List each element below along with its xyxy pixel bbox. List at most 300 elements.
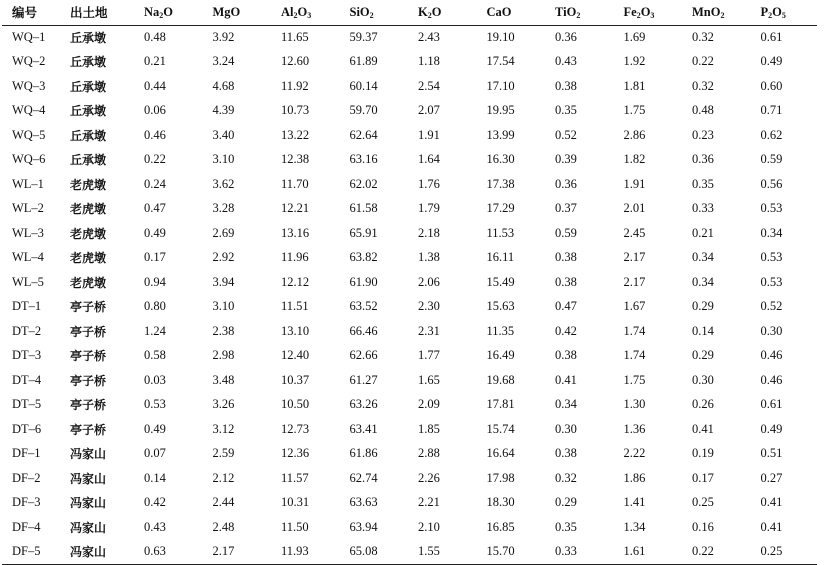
value-cell: 2.10 xyxy=(418,519,440,534)
value-cell: 17.98 xyxy=(486,470,515,485)
value-cell: 11.35 xyxy=(486,323,515,338)
value-cell: 11.51 xyxy=(281,299,309,314)
value-cell: 0.48 xyxy=(692,103,714,118)
value-cell: 4.39 xyxy=(212,103,235,118)
value-cell: 2.45 xyxy=(623,225,646,240)
value-cell: 0.06 xyxy=(144,103,166,118)
site-cell: 老虎墩 xyxy=(70,275,107,290)
value-cell: 0.22 xyxy=(692,54,714,69)
value-cell: 1.74 xyxy=(623,323,646,338)
site-cell: 亭子桥 xyxy=(70,398,107,413)
value-cell: 63.41 xyxy=(349,421,378,436)
value-cell: 0.71 xyxy=(760,103,783,118)
value-cell: 1.79 xyxy=(418,201,440,216)
column-header: 出土地 xyxy=(58,0,132,25)
value-cell: 0.80 xyxy=(144,299,166,314)
value-cell: 17.54 xyxy=(486,54,515,69)
table-header xyxy=(2,0,817,25)
table-row xyxy=(2,172,817,197)
value-cell: 0.49 xyxy=(760,421,783,436)
table-row xyxy=(2,466,817,491)
value-cell: 1.67 xyxy=(623,299,646,314)
value-cell: 0.46 xyxy=(760,348,783,363)
value-cell: 0.19 xyxy=(692,446,714,461)
value-cell: 0.34 xyxy=(692,250,714,265)
value-cell: 16.11 xyxy=(486,250,515,265)
column-header: MnO$_2$ xyxy=(680,0,749,25)
value-cell: 13.16 xyxy=(281,225,310,240)
value-cell: 2.48 xyxy=(212,519,235,534)
value-cell: 1.24 xyxy=(144,323,166,338)
value-cell: 12.21 xyxy=(281,201,310,216)
site-cell: 冯家山 xyxy=(70,496,107,511)
table-row xyxy=(2,74,817,99)
value-cell: 19.95 xyxy=(486,103,515,118)
value-cell: 0.27 xyxy=(760,470,783,485)
table-row xyxy=(2,368,817,393)
value-cell: 0.38 xyxy=(555,348,577,363)
value-cell: 62.02 xyxy=(349,176,378,191)
value-cell: 0.43 xyxy=(555,54,577,69)
value-cell: 61.86 xyxy=(349,446,378,461)
value-cell: 0.59 xyxy=(555,225,577,240)
value-cell: 62.64 xyxy=(349,127,378,142)
table-row xyxy=(2,270,817,295)
value-cell: 4.68 xyxy=(212,78,235,93)
composition-table xyxy=(2,0,817,565)
value-cell: 59.37 xyxy=(349,30,378,44)
table-row xyxy=(2,25,817,50)
value-cell: 3.94 xyxy=(212,274,235,289)
sample-id-cell: DT–4 xyxy=(12,372,42,387)
value-cell: 2.31 xyxy=(418,323,440,338)
value-cell: 1.91 xyxy=(623,176,646,191)
table-row xyxy=(2,197,817,222)
value-cell: 0.38 xyxy=(555,78,577,93)
value-cell: 2.86 xyxy=(623,127,646,142)
site-cell: 丘承墩 xyxy=(70,128,107,143)
value-cell: 0.37 xyxy=(555,201,577,216)
value-cell: 11.50 xyxy=(281,519,309,534)
header-row xyxy=(2,0,817,25)
value-cell: 0.17 xyxy=(692,470,714,485)
value-cell: 0.49 xyxy=(144,225,166,240)
sample-id-cell: WQ–2 xyxy=(12,54,46,69)
value-cell: 0.30 xyxy=(555,421,577,436)
value-cell: 2.17 xyxy=(201,540,270,565)
table-row xyxy=(2,442,817,467)
value-cell: 0.38 xyxy=(555,250,577,265)
value-cell: 1.77 xyxy=(418,348,440,363)
value-cell: 63.16 xyxy=(349,152,378,167)
value-cell: 3.28 xyxy=(212,201,235,216)
value-cell: 2.98 xyxy=(212,348,235,363)
value-cell: 2.59 xyxy=(212,446,235,461)
value-cell: 1.75 xyxy=(623,103,646,118)
value-cell: 1.74 xyxy=(623,348,646,363)
value-cell: 0.47 xyxy=(555,299,577,314)
value-cell: 1.82 xyxy=(623,152,646,167)
value-cell: 0.16 xyxy=(692,519,714,534)
value-cell: 2.88 xyxy=(418,446,440,461)
value-cell: 12.73 xyxy=(281,421,310,436)
value-cell: 11.57 xyxy=(281,470,309,485)
value-cell: 0.53 xyxy=(760,250,783,265)
value-cell: 0.39 xyxy=(555,152,577,167)
value-cell: 0.34 xyxy=(760,225,783,240)
value-cell: 3.92 xyxy=(212,30,235,44)
value-cell: 0.29 xyxy=(692,348,714,363)
value-cell: 0.29 xyxy=(555,495,577,510)
value-cell: 3.26 xyxy=(212,397,235,412)
site-cell: 亭子桥 xyxy=(70,324,107,339)
site-cell: 丘承墩 xyxy=(70,79,107,94)
table-row xyxy=(2,491,817,516)
value-cell: 1.81 xyxy=(623,78,646,93)
value-cell: 1.34 xyxy=(623,519,646,534)
value-cell: 17.10 xyxy=(486,78,515,93)
column-header: CaO xyxy=(475,0,544,25)
value-cell: 0.25 xyxy=(749,540,818,565)
site-cell: 老虎墩 xyxy=(70,202,107,217)
column-header: $Na_2O$ xyxy=(132,0,201,25)
sample-id-cell: DT–6 xyxy=(12,421,42,436)
value-cell: 0.38 xyxy=(555,274,577,289)
value-cell: 0.94 xyxy=(144,274,166,289)
value-cell: 1.91 xyxy=(418,127,440,142)
value-cell: 11.92 xyxy=(281,78,309,93)
value-cell: 0.32 xyxy=(692,78,714,93)
value-cell: 2.18 xyxy=(418,225,440,240)
value-cell: 10.50 xyxy=(281,397,310,412)
value-cell: 0.36 xyxy=(555,176,577,191)
table-row xyxy=(2,295,817,320)
site-cell: 老虎墩 xyxy=(70,226,107,241)
sample-id-cell: DF–1 xyxy=(12,446,41,461)
sample-id-cell: DF–3 xyxy=(12,495,41,510)
value-cell: 61.27 xyxy=(349,372,378,387)
table-row xyxy=(2,123,817,148)
value-cell: 0.62 xyxy=(760,127,783,142)
value-cell: 0.47 xyxy=(144,201,166,216)
value-cell: 0.22 xyxy=(144,152,166,167)
value-cell: 19.68 xyxy=(486,372,515,387)
sample-id-cell: DT–5 xyxy=(12,397,42,412)
value-cell: 0.53 xyxy=(760,201,783,216)
site-cell: 亭子桥 xyxy=(70,300,107,315)
sample-id-cell: WL–4 xyxy=(12,250,44,265)
value-cell: 12.12 xyxy=(281,274,310,289)
value-cell: 2.69 xyxy=(212,225,235,240)
value-cell: 0.21 xyxy=(692,225,714,240)
value-cell: 2.44 xyxy=(212,495,235,510)
value-cell: 1.64 xyxy=(418,152,440,167)
column-header: $P_2O_5$ xyxy=(749,0,818,25)
value-cell: 0.38 xyxy=(555,446,577,461)
value-cell: 0.61 xyxy=(760,397,783,412)
sample-id-cell: WL–3 xyxy=(12,225,44,240)
column-header: $Fe_2O_3$ xyxy=(612,0,681,25)
value-cell: 63.82 xyxy=(349,250,378,265)
value-cell: 65.08 xyxy=(338,540,407,565)
value-cell: 0.14 xyxy=(144,470,166,485)
value-cell: 2.17 xyxy=(623,274,646,289)
table-row xyxy=(2,393,817,418)
value-cell: 18.30 xyxy=(486,495,515,510)
table-row xyxy=(2,417,817,442)
table-row xyxy=(2,319,817,344)
value-cell: 0.49 xyxy=(144,421,166,436)
value-cell: 16.64 xyxy=(486,446,515,461)
value-cell: 63.52 xyxy=(349,299,378,314)
value-cell: 0.53 xyxy=(760,274,783,289)
value-cell: 11.53 xyxy=(486,225,515,240)
value-cell: 2.12 xyxy=(212,470,235,485)
table-row xyxy=(2,540,817,565)
value-cell: 0.52 xyxy=(555,127,577,142)
value-cell: 2.09 xyxy=(418,397,440,412)
table-body xyxy=(2,25,817,564)
value-cell: 10.73 xyxy=(281,103,310,118)
sample-id-cell: DF–2 xyxy=(12,470,41,485)
value-cell: 0.07 xyxy=(144,446,166,461)
value-cell: 2.92 xyxy=(212,250,235,265)
site-cell: 丘承墩 xyxy=(70,55,107,70)
value-cell: 1.36 xyxy=(623,421,646,436)
site-cell: 老虎墩 xyxy=(70,251,107,266)
value-cell: 0.24 xyxy=(144,176,166,191)
value-cell: 0.36 xyxy=(692,152,714,167)
column-header: MgO xyxy=(201,0,270,25)
value-cell: 0.34 xyxy=(692,274,714,289)
value-cell: 12.36 xyxy=(281,446,310,461)
value-cell: 0.42 xyxy=(144,495,166,510)
value-cell: 1.75 xyxy=(623,372,646,387)
value-cell: 15.74 xyxy=(486,421,515,436)
value-cell: 1.30 xyxy=(623,397,646,412)
value-cell: 0.30 xyxy=(760,323,783,338)
value-cell: 63.63 xyxy=(349,495,378,510)
value-cell: 3.10 xyxy=(212,299,235,314)
sample-id-cell: DT–1 xyxy=(12,299,42,314)
value-cell: 0.35 xyxy=(555,103,577,118)
value-cell: 3.24 xyxy=(212,54,235,69)
value-cell: 0.25 xyxy=(692,495,714,510)
value-cell: 0.52 xyxy=(760,299,783,314)
value-cell: 0.48 xyxy=(144,30,166,44)
column-header: $K_2O$ xyxy=(406,0,475,25)
value-cell: 17.38 xyxy=(486,176,515,191)
sample-id-cell: WQ–1 xyxy=(12,30,46,44)
site-cell: 亭子桥 xyxy=(70,422,107,437)
value-cell: 0.41 xyxy=(555,372,577,387)
value-cell: 0.46 xyxy=(144,127,166,142)
value-cell: 62.66 xyxy=(349,348,378,363)
value-cell: 0.33 xyxy=(692,201,714,216)
value-cell: 0.21 xyxy=(144,54,166,69)
value-cell: 66.46 xyxy=(349,323,378,338)
value-cell: 2.26 xyxy=(418,470,440,485)
value-cell: 3.40 xyxy=(212,127,235,142)
value-cell: 1.85 xyxy=(418,421,440,436)
site-cell: 亭子桥 xyxy=(70,373,107,388)
sample-id-cell: WL–2 xyxy=(12,201,44,216)
value-cell: 0.26 xyxy=(692,397,714,412)
value-cell: 0.42 xyxy=(555,323,577,338)
sample-id-cell: WQ–5 xyxy=(12,127,46,142)
value-cell: 0.63 xyxy=(132,540,201,565)
column-header: TiO$_2$ xyxy=(543,0,612,25)
sample-id-cell: DT–2 xyxy=(12,323,42,338)
value-cell: 0.44 xyxy=(144,78,166,93)
value-cell: 0.46 xyxy=(760,372,783,387)
sample-id-cell: DF–4 xyxy=(12,519,41,534)
value-cell: 61.58 xyxy=(349,201,378,216)
value-cell: 0.60 xyxy=(760,78,783,93)
value-cell: 0.03 xyxy=(144,372,166,387)
value-cell: 62.74 xyxy=(349,470,378,485)
value-cell: 13.22 xyxy=(281,127,310,142)
sample-id-cell: WQ–6 xyxy=(12,152,46,167)
value-cell: 3.62 xyxy=(212,176,235,191)
column-header: $Al_2O_3$ xyxy=(269,0,338,25)
column-header: SiO$_2$ xyxy=(338,0,407,25)
value-cell: 60.14 xyxy=(349,78,378,93)
value-cell: 16.49 xyxy=(486,348,515,363)
value-cell: 15.49 xyxy=(486,274,515,289)
value-cell: 2.22 xyxy=(623,446,646,461)
value-cell: 0.41 xyxy=(760,519,783,534)
value-cell: 11.96 xyxy=(281,250,309,265)
value-cell: 0.30 xyxy=(692,372,714,387)
value-cell: 0.51 xyxy=(760,446,783,461)
value-cell: 1.18 xyxy=(418,54,440,69)
value-cell: 12.60 xyxy=(281,54,310,69)
value-cell: 1.65 xyxy=(418,372,440,387)
value-cell: 12.38 xyxy=(281,152,310,167)
value-cell: 13.99 xyxy=(486,127,515,142)
value-cell: 0.59 xyxy=(760,152,783,167)
sample-id-cell: WL–1 xyxy=(12,176,44,191)
value-cell: 2.38 xyxy=(212,323,235,338)
site-cell: 冯家山 xyxy=(70,520,107,535)
value-cell: 1.41 xyxy=(623,495,646,510)
value-cell: 1.69 xyxy=(623,30,646,44)
value-cell: 0.33 xyxy=(543,540,612,565)
table-row xyxy=(2,99,817,124)
value-cell: 2.07 xyxy=(418,103,440,118)
table-row xyxy=(2,246,817,271)
value-cell: 0.17 xyxy=(144,250,166,265)
value-cell: 0.34 xyxy=(555,397,577,412)
sample-id-cell: DT–3 xyxy=(12,348,42,363)
value-cell: 0.41 xyxy=(760,495,783,510)
value-cell: 0.61 xyxy=(760,30,783,44)
value-cell: 15.70 xyxy=(475,540,544,565)
value-cell: 2.30 xyxy=(418,299,440,314)
table-row xyxy=(2,515,817,540)
table-row xyxy=(2,221,817,246)
sample-id-cell: WL–5 xyxy=(12,274,44,289)
sample-id-cell: DF–5 xyxy=(2,540,58,565)
value-cell: 11.70 xyxy=(281,176,309,191)
value-cell: 11.93 xyxy=(269,540,338,565)
table-row xyxy=(2,148,817,173)
value-cell: 0.41 xyxy=(692,421,714,436)
column-header: 编号 xyxy=(2,0,58,25)
value-cell: 0.35 xyxy=(555,519,577,534)
value-cell: 3.48 xyxy=(212,372,235,387)
site-cell: 冯家山 xyxy=(58,540,132,565)
value-cell: 0.32 xyxy=(555,470,577,485)
value-cell: 0.36 xyxy=(555,30,577,44)
site-cell: 冯家山 xyxy=(70,471,107,486)
value-cell: 0.43 xyxy=(144,519,166,534)
value-cell: 16.30 xyxy=(486,152,515,167)
value-cell: 0.14 xyxy=(692,323,714,338)
value-cell: 19.10 xyxy=(486,30,515,44)
value-cell: 0.49 xyxy=(760,54,783,69)
value-cell: 2.17 xyxy=(623,250,646,265)
site-cell: 丘承墩 xyxy=(70,104,107,119)
value-cell: 2.06 xyxy=(418,274,440,289)
site-cell: 丘承墩 xyxy=(70,153,107,168)
value-cell: 63.94 xyxy=(349,519,378,534)
value-cell: 65.91 xyxy=(349,225,378,240)
site-cell: 冯家山 xyxy=(70,447,107,462)
value-cell: 10.31 xyxy=(281,495,310,510)
value-cell: 13.10 xyxy=(281,323,310,338)
value-cell: 0.35 xyxy=(692,176,714,191)
value-cell: 11.65 xyxy=(281,30,309,44)
value-cell: 61.90 xyxy=(349,274,378,289)
value-cell: 2.54 xyxy=(418,78,440,93)
value-cell: 17.81 xyxy=(486,397,515,412)
table-row xyxy=(2,344,817,369)
value-cell: 0.22 xyxy=(680,540,749,565)
site-cell: 丘承墩 xyxy=(70,31,107,45)
value-cell: 1.38 xyxy=(418,250,440,265)
value-cell: 59.70 xyxy=(349,103,378,118)
site-cell: 老虎墩 xyxy=(70,177,107,192)
value-cell: 2.43 xyxy=(418,30,440,44)
value-cell: 63.26 xyxy=(349,397,378,412)
value-cell: 0.32 xyxy=(692,30,714,44)
sample-id-cell: WQ–3 xyxy=(12,78,46,93)
value-cell: 0.29 xyxy=(692,299,714,314)
value-cell: 2.01 xyxy=(623,201,646,216)
value-cell: 1.61 xyxy=(612,540,681,565)
value-cell: 1.76 xyxy=(418,176,440,191)
value-cell: 1.86 xyxy=(623,470,646,485)
value-cell: 16.85 xyxy=(486,519,515,534)
value-cell: 3.10 xyxy=(212,152,235,167)
value-cell: 0.58 xyxy=(144,348,166,363)
value-cell: 2.21 xyxy=(418,495,440,510)
value-cell: 1.92 xyxy=(623,54,646,69)
value-cell: 1.55 xyxy=(406,540,475,565)
value-cell: 0.53 xyxy=(144,397,166,412)
site-cell: 亭子桥 xyxy=(70,349,107,364)
value-cell: 10.37 xyxy=(281,372,310,387)
value-cell: 0.56 xyxy=(760,176,783,191)
value-cell: 17.29 xyxy=(486,201,515,216)
sample-id-cell: WQ–4 xyxy=(12,103,46,118)
value-cell: 61.89 xyxy=(349,54,378,69)
value-cell: 15.63 xyxy=(486,299,515,314)
value-cell: 0.23 xyxy=(692,127,714,142)
table-row xyxy=(2,50,817,75)
